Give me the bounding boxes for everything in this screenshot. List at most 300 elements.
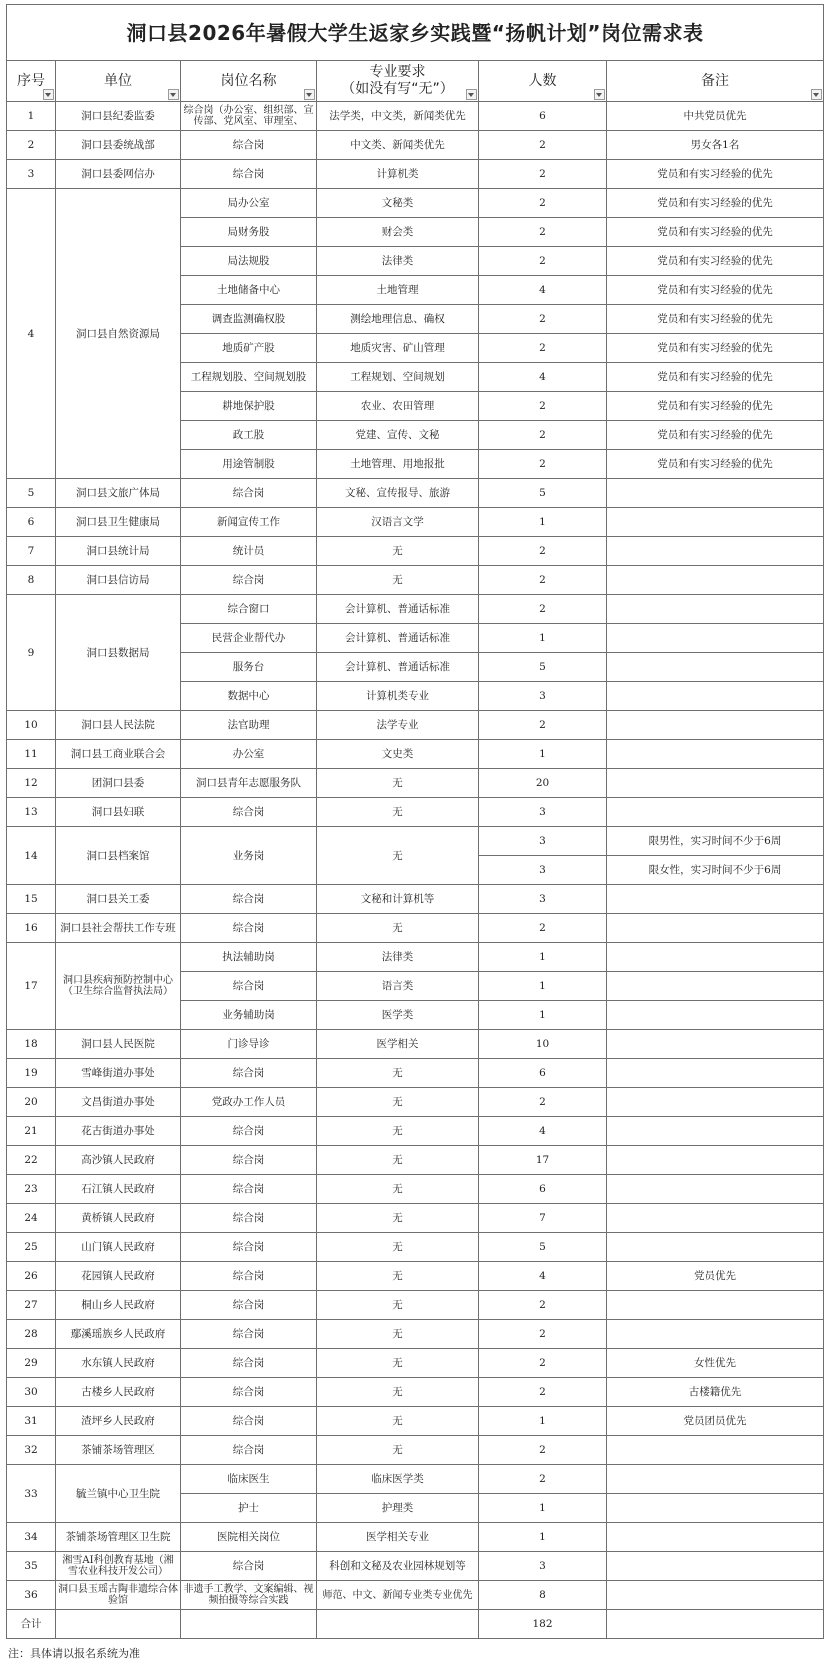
row-major-cell[interactable]: 无 (317, 798, 479, 827)
row-unit-cell[interactable]: 洞口县统计局 (56, 537, 181, 566)
row-major-cell[interactable]: 地质灾害、矿山管理 (317, 334, 479, 363)
row-major-cell[interactable]: 测绘地理信息、确权 (317, 305, 479, 334)
row-major-cell[interactable]: 无 (317, 1088, 479, 1117)
total-position-cell[interactable] (181, 1610, 317, 1639)
row-position-cell[interactable]: 局法规股 (181, 247, 317, 276)
row-count-cell[interactable]: 3 (479, 885, 607, 914)
row-count-cell[interactable]: 6 (479, 102, 607, 131)
row-no-cell[interactable]: 7 (7, 537, 56, 566)
row-no-cell[interactable]: 16 (7, 914, 56, 943)
row-major-cell[interactable]: 会计算机、普通话标准 (317, 653, 479, 682)
row-no-cell[interactable]: 20 (7, 1088, 56, 1117)
row-position-cell[interactable]: 执法辅助岗 (181, 943, 317, 972)
row-no-cell[interactable]: 4 (7, 189, 56, 479)
row-position-cell[interactable]: 综合岗 (181, 798, 317, 827)
row-position-cell[interactable]: 综合岗 (181, 1291, 317, 1320)
row-position-cell[interactable]: 综合岗 (181, 972, 317, 1001)
row-major-cell[interactable]: 临床医学类 (317, 1465, 479, 1494)
row-major-cell[interactable]: 法律类 (317, 943, 479, 972)
row-unit-cell[interactable]: 高沙镇人民政府 (56, 1146, 181, 1175)
row-position-cell[interactable]: 综合岗 (181, 1146, 317, 1175)
row-position-cell[interactable]: 数据中心 (181, 682, 317, 711)
row-remark-cell[interactable] (607, 798, 824, 827)
row-major-cell[interactable]: 法学类，中文类，新闻类优先 (317, 102, 479, 131)
row-position-cell[interactable]: 综合岗 (181, 885, 317, 914)
row-remark-cell[interactable] (607, 1117, 824, 1146)
row-major-cell[interactable]: 无 (317, 1262, 479, 1291)
row-position-cell[interactable]: 综合岗 (181, 1436, 317, 1465)
row-remark-cell[interactable]: 男女各1名 (607, 131, 824, 160)
row-remark-cell[interactable] (607, 1291, 824, 1320)
row-count-cell[interactable]: 2 (479, 711, 607, 740)
row-count-cell[interactable]: 2 (479, 160, 607, 189)
row-count-cell[interactable]: 4 (479, 363, 607, 392)
row-unit-cell[interactable]: 洞口县委网信办 (56, 160, 181, 189)
row-count-cell[interactable]: 20 (479, 769, 607, 798)
row-count-cell[interactable]: 6 (479, 1175, 607, 1204)
row-no-cell[interactable]: 18 (7, 1030, 56, 1059)
row-position-cell[interactable]: 综合岗 (181, 1552, 317, 1581)
row-major-cell[interactable]: 无 (317, 1204, 479, 1233)
row-unit-cell[interactable]: 文昌街道办事处 (56, 1088, 181, 1117)
row-no-cell[interactable]: 6 (7, 508, 56, 537)
row-unit-cell[interactable]: 洞口县纪委监委 (56, 102, 181, 131)
row-position-cell[interactable]: 政工股 (181, 421, 317, 450)
row-major-cell[interactable]: 农业、农田管理 (317, 392, 479, 421)
filter-dropdown-icon[interactable] (304, 89, 315, 100)
row-no-cell[interactable]: 21 (7, 1117, 56, 1146)
row-no-cell[interactable]: 22 (7, 1146, 56, 1175)
row-count-cell[interactable]: 10 (479, 1030, 607, 1059)
row-major-cell[interactable]: 无 (317, 1059, 479, 1088)
row-remark-cell[interactable]: 党员和有实习经验的优先 (607, 305, 824, 334)
row-remark-cell[interactable] (607, 682, 824, 711)
row-unit-cell[interactable]: 黄桥镇人民政府 (56, 1204, 181, 1233)
row-count-cell[interactable]: 1 (479, 740, 607, 769)
row-position-cell[interactable]: 综合岗 (181, 1349, 317, 1378)
row-remark-cell[interactable] (607, 943, 824, 972)
total-count-cell[interactable]: 182 (479, 1610, 607, 1639)
row-major-cell[interactable]: 医学类 (317, 1001, 479, 1030)
row-unit-cell[interactable]: 洞口县自然资源局 (56, 189, 181, 479)
row-major-cell[interactable]: 无 (317, 1407, 479, 1436)
row-major-cell[interactable]: 无 (317, 1436, 479, 1465)
total-label-cell[interactable]: 合计 (7, 1610, 56, 1639)
row-remark-cell[interactable]: 限男性，实习时间不少于6周 (607, 827, 824, 856)
row-no-cell[interactable]: 9 (7, 595, 56, 711)
row-count-cell[interactable]: 1 (479, 508, 607, 537)
row-no-cell[interactable]: 17 (7, 943, 56, 1030)
row-remark-cell[interactable] (607, 1059, 824, 1088)
row-remark-cell[interactable] (607, 1175, 824, 1204)
row-major-cell[interactable]: 无 (317, 769, 479, 798)
row-position-cell[interactable]: 临床医生 (181, 1465, 317, 1494)
row-no-cell[interactable]: 10 (7, 711, 56, 740)
table-row (7, 1407, 824, 1436)
row-remark-cell[interactable] (607, 972, 824, 1001)
row-remark-cell[interactable] (607, 1146, 824, 1175)
row-no-cell[interactable]: 32 (7, 1436, 56, 1465)
row-count-cell[interactable]: 1 (479, 1407, 607, 1436)
row-no-cell[interactable]: 29 (7, 1349, 56, 1378)
row-count-cell[interactable]: 2 (479, 1436, 607, 1465)
row-count-cell[interactable]: 2 (479, 1349, 607, 1378)
row-remark-cell[interactable] (607, 1552, 824, 1581)
filter-dropdown-icon[interactable] (811, 89, 822, 100)
row-unit-cell[interactable]: 洞口县关工委 (56, 885, 181, 914)
row-unit-cell[interactable]: 花古街道办事处 (56, 1117, 181, 1146)
row-remark-cell[interactable] (607, 1204, 824, 1233)
row-count-cell[interactable]: 3 (479, 798, 607, 827)
row-remark-cell[interactable]: 党员和有实习经验的优先 (607, 450, 824, 479)
row-unit-cell[interactable]: 鄢溪瑶族乡人民政府 (56, 1320, 181, 1349)
row-major-cell[interactable]: 文秘类 (317, 189, 479, 218)
row-position-cell[interactable]: 用途管制股 (181, 450, 317, 479)
row-count-cell[interactable]: 1 (479, 624, 607, 653)
header-remark[interactable] (607, 61, 824, 102)
row-count-cell[interactable]: 5 (479, 1233, 607, 1262)
row-major-cell[interactable]: 无 (317, 1291, 479, 1320)
row-position-cell[interactable]: 综合窗口 (181, 595, 317, 624)
row-unit-cell[interactable]: 茶铺茶场管理区 (56, 1436, 181, 1465)
row-count-cell[interactable]: 2 (479, 1088, 607, 1117)
row-major-cell[interactable]: 无 (317, 1378, 479, 1407)
row-remark-cell[interactable] (607, 1001, 824, 1030)
row-major-cell[interactable]: 会计算机、普通话标准 (317, 595, 479, 624)
row-count-cell[interactable]: 2 (479, 392, 607, 421)
row-major-cell[interactable]: 土地管理、用地报批 (317, 450, 479, 479)
row-no-cell[interactable]: 12 (7, 769, 56, 798)
row-unit-cell[interactable]: 洞口县档案馆 (56, 827, 181, 885)
row-position-cell[interactable]: 土地储备中心 (181, 276, 317, 305)
row-position-cell[interactable]: 地质矿产股 (181, 334, 317, 363)
row-major-cell[interactable]: 文秘和计算机等 (317, 885, 479, 914)
row-no-cell[interactable]: 15 (7, 885, 56, 914)
row-position-cell[interactable]: 民营企业帮代办 (181, 624, 317, 653)
row-unit-cell[interactable]: 桐山乡人民政府 (56, 1291, 181, 1320)
row-remark-cell[interactable] (607, 914, 824, 943)
filter-dropdown-icon[interactable] (43, 89, 54, 100)
row-position-cell[interactable]: 党政办工作人员 (181, 1088, 317, 1117)
total-remark-cell[interactable] (607, 1610, 824, 1639)
row-position-cell[interactable]: 办公室 (181, 740, 317, 769)
row-major-cell[interactable]: 师范、中文、新闻专业类专业优先 (317, 1581, 479, 1610)
row-unit-cell[interactable]: 山门镇人民政府 (56, 1233, 181, 1262)
filter-dropdown-icon[interactable] (594, 89, 605, 100)
row-remark-cell[interactable] (607, 1523, 824, 1552)
row-no-cell[interactable]: 23 (7, 1175, 56, 1204)
row-count-cell[interactable]: 2 (479, 914, 607, 943)
row-remark-cell[interactable] (607, 566, 824, 595)
row-position-cell[interactable]: 护士 (181, 1494, 317, 1523)
row-unit-cell[interactable]: 渣坪乡人民政府 (56, 1407, 181, 1436)
row-no-cell[interactable]: 19 (7, 1059, 56, 1088)
row-major-cell[interactable]: 土地管理 (317, 276, 479, 305)
row-unit-cell[interactable]: 洞口县疾病预防控制中心（卫生综合监督执法局） (56, 943, 181, 1030)
row-remark-cell[interactable] (607, 1030, 824, 1059)
row-count-cell[interactable]: 2 (479, 1378, 607, 1407)
row-position-cell[interactable]: 医院相关岗位 (181, 1523, 317, 1552)
row-count-cell[interactable]: 2 (479, 450, 607, 479)
row-remark-cell[interactable]: 党员优先 (607, 1262, 824, 1291)
row-position-cell[interactable]: 耕地保护股 (181, 392, 317, 421)
row-count-cell[interactable]: 5 (479, 479, 607, 508)
row-major-cell[interactable]: 无 (317, 1146, 479, 1175)
row-count-cell[interactable]: 4 (479, 1262, 607, 1291)
row-unit-cell[interactable]: 古楼乡人民政府 (56, 1378, 181, 1407)
row-unit-cell[interactable]: 毓兰镇中心卫生院 (56, 1465, 181, 1523)
row-no-cell[interactable]: 34 (7, 1523, 56, 1552)
row-no-cell[interactable]: 14 (7, 827, 56, 885)
row-position-cell[interactable]: 综合岗 (181, 1233, 317, 1262)
row-no-cell[interactable]: 27 (7, 1291, 56, 1320)
row-position-cell[interactable]: 业务辅助岗 (181, 1001, 317, 1030)
row-major-cell[interactable]: 语言类 (317, 972, 479, 1001)
row-count-cell[interactable]: 1 (479, 943, 607, 972)
row-remark-cell[interactable] (607, 508, 824, 537)
table-row (7, 827, 824, 856)
row-major-cell[interactable]: 无 (317, 1320, 479, 1349)
row-remark-cell[interactable] (607, 595, 824, 624)
row-unit-cell[interactable]: 湘雪AI科创教育基地（湘雪农业科技开发公司） (56, 1552, 181, 1581)
row-count-cell[interactable]: 1 (479, 972, 607, 1001)
row-unit-cell[interactable]: 雪峰街道办事处 (56, 1059, 181, 1088)
row-remark-cell[interactable]: 限女性，实习时间不少于6周 (607, 856, 824, 885)
row-position-cell[interactable]: 综合岗 (181, 160, 317, 189)
row-position-cell[interactable]: 调查监测确权股 (181, 305, 317, 334)
row-position-cell[interactable]: 综合岗 (181, 1320, 317, 1349)
total-unit-cell[interactable] (56, 1610, 181, 1639)
row-position-cell[interactable]: 综合岗 (181, 131, 317, 160)
row-unit-cell[interactable]: 洞口县委统战部 (56, 131, 181, 160)
row-unit-cell[interactable]: 洞口县社会帮扶工作专班 (56, 914, 181, 943)
row-remark-cell[interactable] (607, 1494, 824, 1523)
row-unit-cell[interactable]: 洞口县玉瑶古陶非遗综合体验馆 (56, 1581, 181, 1610)
row-remark-cell[interactable] (607, 479, 824, 508)
row-major-cell[interactable]: 工程规划、空间规划 (317, 363, 479, 392)
row-remark-cell[interactable] (607, 1320, 824, 1349)
row-no-cell[interactable]: 25 (7, 1233, 56, 1262)
row-remark-cell[interactable]: 古楼籍优先 (607, 1378, 824, 1407)
row-position-cell[interactable]: 综合岗 (181, 1262, 317, 1291)
row-remark-cell[interactable]: 党员团员优先 (607, 1407, 824, 1436)
row-position-cell[interactable]: 统计员 (181, 537, 317, 566)
row-no-cell[interactable]: 35 (7, 1552, 56, 1581)
row-count-cell[interactable]: 2 (479, 1291, 607, 1320)
row-count-cell[interactable]: 2 (479, 218, 607, 247)
row-unit-cell[interactable]: 洞口县卫生健康局 (56, 508, 181, 537)
row-major-cell[interactable]: 计算机类 (317, 160, 479, 189)
row-remark-cell[interactable]: 党员和有实习经验的优先 (607, 189, 824, 218)
row-position-cell[interactable]: 综合岗 (181, 1407, 317, 1436)
row-no-cell[interactable]: 3 (7, 160, 56, 189)
row-count-cell[interactable]: 7 (479, 1204, 607, 1233)
row-position-cell[interactable]: 非遗手工教学、文案编辑、视频拍摄等综合实践 (181, 1581, 317, 1610)
row-count-cell[interactable]: 2 (479, 537, 607, 566)
row-count-cell[interactable]: 1 (479, 1523, 607, 1552)
row-no-cell[interactable]: 26 (7, 1262, 56, 1291)
row-count-cell[interactable]: 6 (479, 1059, 607, 1088)
row-major-cell[interactable]: 医学相关专业 (317, 1523, 479, 1552)
row-unit-cell[interactable]: 洞口县信访局 (56, 566, 181, 595)
row-count-cell[interactable]: 2 (479, 421, 607, 450)
row-position-cell[interactable]: 综合岗 (181, 1117, 317, 1146)
row-count-cell[interactable]: 2 (479, 131, 607, 160)
row-position-cell[interactable]: 综合岗 (181, 479, 317, 508)
total-major-cell[interactable] (317, 1610, 479, 1639)
row-major-cell[interactable]: 护理类 (317, 1494, 479, 1523)
row-major-cell[interactable]: 文秘、宣传报导、旅游 (317, 479, 479, 508)
row-major-cell[interactable]: 无 (317, 537, 479, 566)
row-no-cell[interactable]: 36 (7, 1581, 56, 1610)
row-remark-cell[interactable]: 党员和有实习经验的优先 (607, 160, 824, 189)
row-remark-cell[interactable]: 党员和有实习经验的优先 (607, 421, 824, 450)
row-count-cell[interactable]: 1 (479, 1001, 607, 1030)
row-no-cell[interactable]: 5 (7, 479, 56, 508)
row-major-cell[interactable]: 无 (317, 1175, 479, 1204)
row-count-cell[interactable]: 3 (479, 1552, 607, 1581)
header-count[interactable] (479, 61, 607, 102)
row-remark-cell[interactable]: 党员和有实习经验的优先 (607, 392, 824, 421)
row-position-cell[interactable]: 工程规划股、空间规划股 (181, 363, 317, 392)
row-major-cell[interactable]: 党建、宣传、文秘 (317, 421, 479, 450)
row-major-cell[interactable]: 无 (317, 566, 479, 595)
row-remark-cell[interactable]: 党员和有实习经验的优先 (607, 276, 824, 305)
row-no-cell[interactable]: 2 (7, 131, 56, 160)
row-no-cell[interactable]: 30 (7, 1378, 56, 1407)
row-count-cell[interactable]: 3 (479, 827, 607, 856)
row-no-cell[interactable]: 28 (7, 1320, 56, 1349)
row-position-cell[interactable]: 综合岗 (181, 1059, 317, 1088)
row-unit-cell[interactable]: 石江镇人民政府 (56, 1175, 181, 1204)
row-major-cell[interactable]: 中文类、新闻类优先 (317, 131, 479, 160)
row-remark-cell[interactable] (607, 740, 824, 769)
row-position-cell[interactable]: 服务台 (181, 653, 317, 682)
row-unit-cell[interactable]: 洞口县文旅广体局 (56, 479, 181, 508)
row-major-cell[interactable]: 会计算机、普通话标准 (317, 624, 479, 653)
row-no-cell[interactable]: 31 (7, 1407, 56, 1436)
row-unit-cell[interactable]: 洞口县数据局 (56, 595, 181, 711)
header-position[interactable] (181, 61, 317, 102)
row-major-cell[interactable]: 无 (317, 1349, 479, 1378)
row-no-cell[interactable]: 1 (7, 102, 56, 131)
row-remark-cell[interactable] (607, 769, 824, 798)
row-count-cell[interactable]: 4 (479, 276, 607, 305)
row-position-cell[interactable]: 综合岗 (181, 1204, 317, 1233)
row-major-cell[interactable]: 法律类 (317, 247, 479, 276)
row-remark-cell[interactable]: 党员和有实习经验的优先 (607, 247, 824, 276)
row-remark-cell[interactable] (607, 711, 824, 740)
row-remark-cell[interactable] (607, 537, 824, 566)
row-unit-cell[interactable]: 水东镇人民政府 (56, 1349, 181, 1378)
header-major[interactable] (317, 61, 479, 102)
row-count-cell[interactable]: 1 (479, 1494, 607, 1523)
row-remark-cell[interactable]: 中共党员优先 (607, 102, 824, 131)
row-position-cell[interactable]: 综合岗 (181, 1175, 317, 1204)
row-no-cell[interactable]: 33 (7, 1465, 56, 1523)
row-unit-cell[interactable]: 团洞口县委 (56, 769, 181, 798)
row-no-cell[interactable]: 13 (7, 798, 56, 827)
header-major-note: （如没有写“无”） (341, 81, 454, 97)
row-remark-cell[interactable]: 党员和有实习经验的优先 (607, 363, 824, 392)
row-count-cell[interactable]: 3 (479, 682, 607, 711)
row-position-cell[interactable]: 业务岗 (181, 827, 317, 885)
header-unit[interactable] (56, 61, 181, 102)
row-position-cell[interactable]: 综合岗 (181, 1378, 317, 1407)
row-major-cell[interactable]: 财会类 (317, 218, 479, 247)
row-count-cell[interactable]: 2 (479, 247, 607, 276)
row-count-cell[interactable]: 2 (479, 189, 607, 218)
row-major-cell[interactable]: 汉语言文学 (317, 508, 479, 537)
row-major-cell[interactable]: 文史类 (317, 740, 479, 769)
row-unit-cell[interactable]: 洞口县工商业联合会 (56, 740, 181, 769)
row-count-cell[interactable]: 2 (479, 1465, 607, 1494)
row-remark-cell[interactable] (607, 653, 824, 682)
header-no[interactable] (7, 61, 56, 102)
row-major-cell[interactable]: 无 (317, 1233, 479, 1262)
row-major-cell[interactable]: 无 (317, 1117, 479, 1146)
filter-dropdown-icon[interactable] (168, 89, 179, 100)
row-unit-cell[interactable]: 花园镇人民政府 (56, 1262, 181, 1291)
row-unit-cell[interactable]: 洞口县人民医院 (56, 1030, 181, 1059)
row-count-cell[interactable]: 3 (479, 856, 607, 885)
row-major-cell[interactable]: 计算机类专业 (317, 682, 479, 711)
row-major-cell[interactable]: 医学相关 (317, 1030, 479, 1059)
row-position-cell[interactable]: 门诊导诊 (181, 1030, 317, 1059)
row-no-cell[interactable]: 24 (7, 1204, 56, 1233)
row-position-cell[interactable]: 综合岗（办公室、组织部、宣传部、党风室、审理室、 (181, 102, 317, 131)
row-position-cell[interactable]: 洞口县青年志愿服务队 (181, 769, 317, 798)
row-position-cell[interactable]: 新闻宣传工作 (181, 508, 317, 537)
row-no-cell[interactable]: 8 (7, 566, 56, 595)
row-major-cell[interactable]: 无 (317, 914, 479, 943)
row-major-cell[interactable]: 法学专业 (317, 711, 479, 740)
row-position-cell[interactable]: 局财务股 (181, 218, 317, 247)
row-remark-cell[interactable] (607, 885, 824, 914)
row-remark-cell[interactable] (607, 1465, 824, 1494)
filter-dropdown-icon[interactable] (466, 89, 477, 100)
row-count-cell[interactable]: 4 (479, 1117, 607, 1146)
row-major-cell[interactable]: 科创和文秘及农业园林规划等 (317, 1552, 479, 1581)
row-count-cell[interactable]: 2 (479, 566, 607, 595)
table-row (7, 1552, 824, 1581)
row-remark-cell[interactable]: 女性优先 (607, 1349, 824, 1378)
row-unit-cell[interactable]: 茶铺茶场管理区卫生院 (56, 1523, 181, 1552)
row-position-cell[interactable]: 综合岗 (181, 914, 317, 943)
row-count-cell[interactable]: 2 (479, 334, 607, 363)
row-remark-cell[interactable] (607, 1233, 824, 1262)
row-count-cell[interactable]: 2 (479, 1320, 607, 1349)
row-unit-cell[interactable]: 洞口县人民法院 (56, 711, 181, 740)
row-count-cell[interactable]: 5 (479, 653, 607, 682)
row-remark-cell[interactable] (607, 1581, 824, 1610)
row-count-cell[interactable]: 2 (479, 595, 607, 624)
row-count-cell[interactable]: 8 (479, 1581, 607, 1610)
row-remark-cell[interactable] (607, 624, 824, 653)
row-count-cell[interactable]: 17 (479, 1146, 607, 1175)
row-remark-cell[interactable]: 党员和有实习经验的优先 (607, 218, 824, 247)
row-remark-cell[interactable] (607, 1436, 824, 1465)
row-position-cell[interactable]: 局办公室 (181, 189, 317, 218)
row-unit-cell[interactable]: 洞口县妇联 (56, 798, 181, 827)
row-position-cell[interactable]: 法官助理 (181, 711, 317, 740)
row-major-cell[interactable]: 无 (317, 827, 479, 885)
row-position-cell[interactable]: 综合岗 (181, 566, 317, 595)
row-remark-cell[interactable]: 党员和有实习经验的优先 (607, 334, 824, 363)
row-count-cell[interactable]: 2 (479, 305, 607, 334)
row-remark-cell[interactable] (607, 1088, 824, 1117)
row-no-cell[interactable]: 11 (7, 740, 56, 769)
